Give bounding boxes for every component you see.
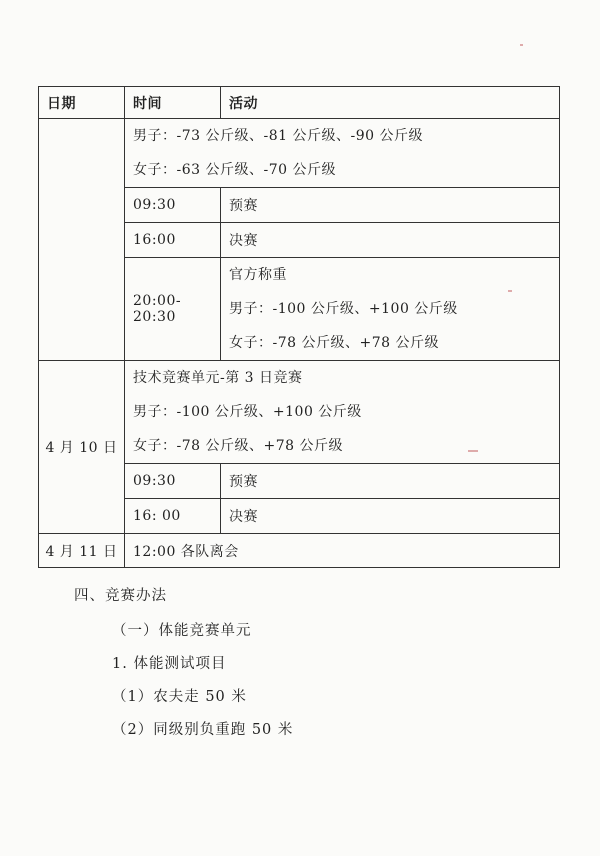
header-activity: 活动 [221,87,560,119]
activity-cell: 决赛 [221,223,560,258]
time-cell: 09:30 [125,188,221,223]
header-time: 时间 [125,87,221,119]
event-intro-cell [125,361,560,464]
list-item: （1）农夫走 50 米 [112,689,247,705]
list-item: （2）同级别负重跑 50 米 [112,722,294,738]
date-cell-empty [39,119,125,361]
weigh-title: 官方称重 [229,267,287,283]
intro-line-men: 男子：-100 公斤级、+100 公斤级 [133,404,362,420]
weigh-men: 男子：-100 公斤级、+100 公斤级 [229,301,458,317]
activity-cell: 预赛 [221,464,560,499]
time-cell: 16: 00 [125,499,221,534]
table-row [39,534,560,568]
intro-line-women: 女子：-78 公斤级、+78 公斤级 [133,438,343,454]
scan-speck [468,450,478,452]
date-cell: 4 月 10 日 [39,361,125,534]
section-heading: 四、竞赛办法 [74,588,167,604]
schedule-table [38,86,560,568]
scan-speck [520,44,523,46]
table-header-row [39,87,560,119]
activity-cell: 12:00 各队离会 [125,534,560,568]
activity-cell-weigh [221,258,560,361]
weigh-women: 女子：-78 公斤级、+78 公斤级 [229,335,439,351]
table-row [39,361,560,464]
intro-line-tech: 技术竞赛单元-第 3 日竞赛 [133,370,303,386]
event-intro-cell [125,119,560,188]
time-cell: 20:00-20:30 [125,258,221,361]
time-cell: 09:30 [125,464,221,499]
intro-line-women: 女子：-63 公斤级、-70 公斤级 [133,162,336,178]
scan-speck [508,290,512,292]
activity-cell: 预赛 [221,188,560,223]
time-cell: 16:00 [125,223,221,258]
subsubsection-heading: 1. 体能测试项目 [112,656,227,672]
intro-line-men: 男子：-73 公斤级、-81 公斤级、-90 公斤级 [133,128,423,144]
header-date: 日期 [39,87,125,119]
table-row [39,119,560,188]
subsection-heading: （一）体能竞赛单元 [112,623,252,639]
date-cell: 4 月 11 日 [39,534,125,568]
activity-cell: 决赛 [221,499,560,534]
